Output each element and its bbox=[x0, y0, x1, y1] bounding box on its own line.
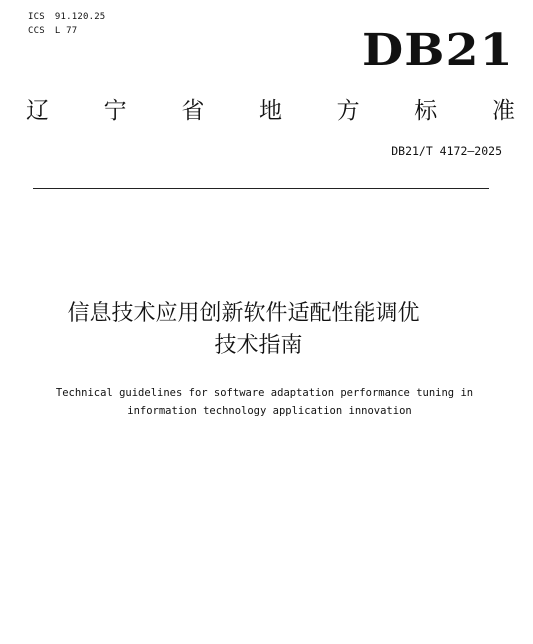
ccs-code: L 77 bbox=[54, 26, 78, 36]
english-title bbox=[0, 384, 533, 420]
standard-type-heading bbox=[26, 96, 515, 126]
ics-code: 91.120.25 bbox=[54, 12, 106, 22]
classification-codes bbox=[28, 10, 105, 38]
db21-logo: DB21 bbox=[362, 25, 514, 76]
header-divider bbox=[33, 188, 489, 189]
standard-type-char: 宁 bbox=[103, 98, 127, 124]
standard-number: DB21/T 4172—2025 bbox=[391, 144, 502, 158]
standard-type-char: 方 bbox=[336, 98, 360, 124]
ccs-label: CCS bbox=[28, 26, 45, 36]
english-title-line-1: Technical guidelines for software adaptation performance tuning in bbox=[55, 387, 474, 399]
standard-type-char: 辽 bbox=[26, 98, 49, 124]
ics-row bbox=[28, 10, 105, 24]
standard-type-char: 地 bbox=[258, 98, 282, 124]
chinese-title-line-2: 技术指南 bbox=[214, 333, 303, 358]
chinese-title-line-1: 信息技术应用创新软件适配性能调优 bbox=[67, 301, 420, 326]
standard-type-char: 标 bbox=[414, 98, 438, 124]
standard-type-char: 省 bbox=[181, 98, 205, 124]
english-title-line-2: information technology application innovation bbox=[127, 405, 412, 417]
standard-type-char: 准 bbox=[491, 98, 515, 124]
ics-label: ICS bbox=[28, 12, 45, 22]
ccs-row bbox=[28, 24, 105, 38]
chinese-title bbox=[0, 298, 533, 362]
